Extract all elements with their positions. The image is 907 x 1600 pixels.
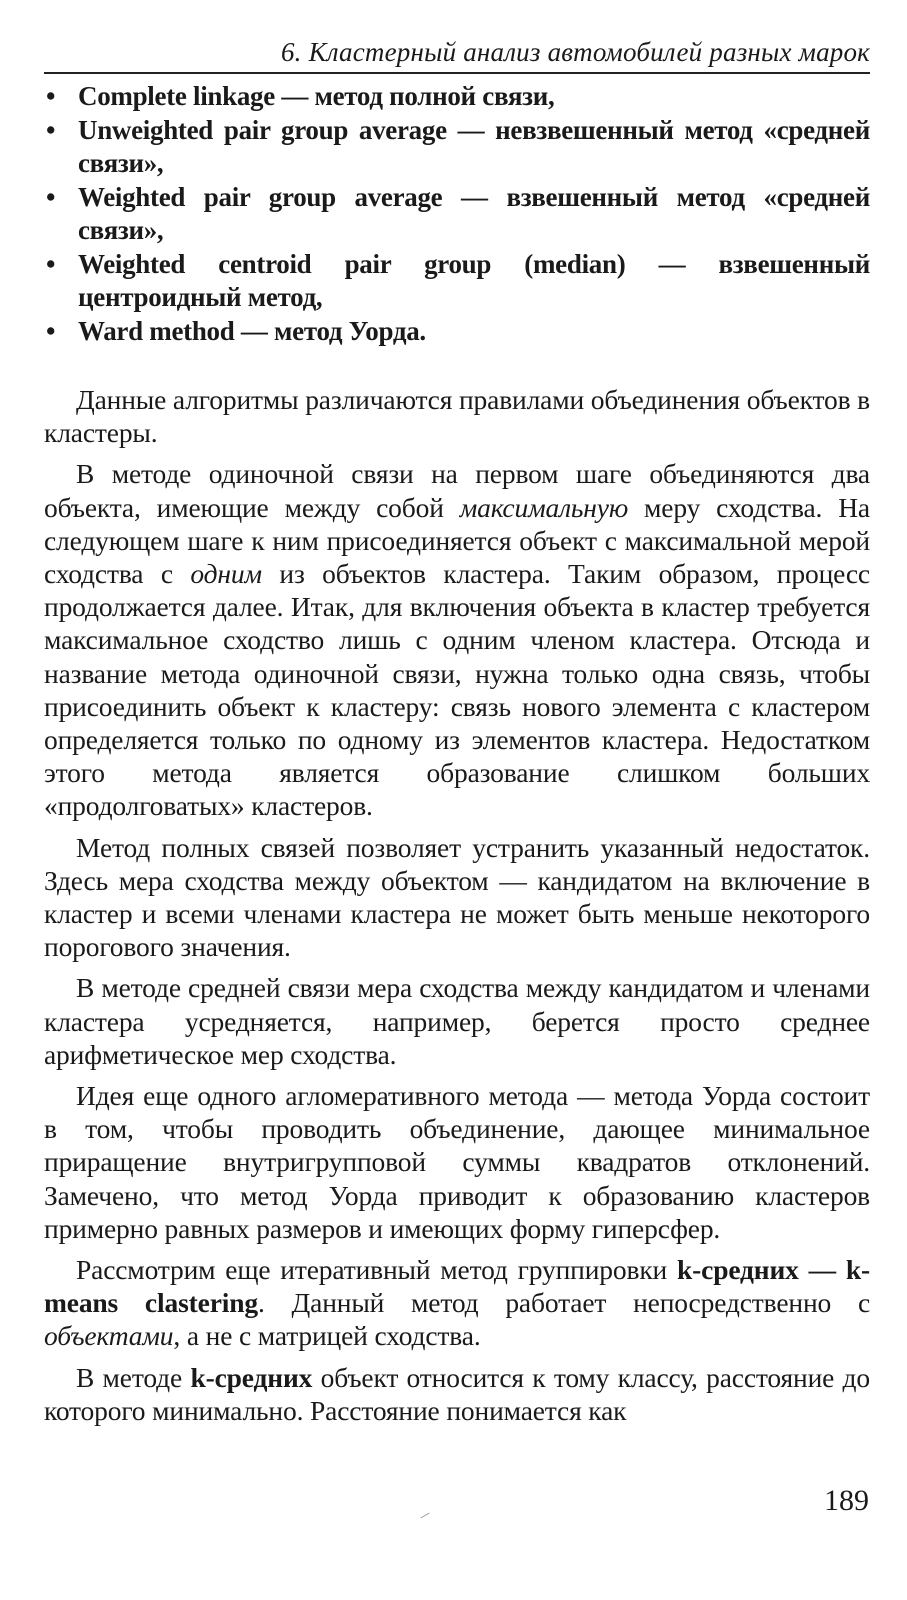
page-number: 189 [824,1484,869,1517]
bold-term: k-средних [190,1361,313,1393]
running-head: 6. Кластерный анализ автомобилей разных марок [280,37,870,67]
paragraph-complete-linkage: Метод полных связей позволяет устранить указанный недостаток. Здесь мера сходства между объектом — кандидатом на включение в кластер и всеми членами кластера не может быть меньше некоторого порогового значения. [44,831,870,963]
list-item-text: Ward method — метод Уорда. [78,315,426,346]
scan-mark [420,1513,429,1519]
bullet-icon: • [46,181,56,212]
bullet-icon: • [46,248,56,279]
bullet-icon: • [46,315,56,346]
method-list [44,80,870,348]
bold-term: k-средних — k-means clastering [44,1254,871,1319]
paragraph-k-means-distance: В методе k-средних объект относится к тому классу, расстояние до которого минимально. Расстояние понимается как [44,1361,870,1426]
body-text [44,383,870,1427]
emphasis-text: одним [190,558,262,590]
paragraph-single-linkage: В методе одиночной связи на первом шаге объединяются два объекта, имеющие между собой максимальную меру сходства. На следующем шаге к ним присоединяется объект с максимальной мерой сходства с одним из объектов кластера. Таким образом, процесс продолжается далее. Итак, для включения объекта в кластер требуется максимальное сходство лишь с одним членом кластера. Отсюда и название метода одиночной связи, нужна только одна связь, чтобы присоединить объект к кластеру: связь нового элемента с кластером определяется только по одному из элементов кластера. Недостатком этого метода является образование слишком больших «продолговатых» кластеров. [44,458,870,822]
header-rule [44,72,870,74]
list-item [44,248,870,315]
list-item-text: Weighted centroid pair group (median) — взвешенный центроидный метод, [78,248,870,312]
paragraph-algorithms: Данные алгоритмы различаются правилами объединения объектов в кластеры. [44,384,870,449]
paragraph-average-linkage: В методе средней связи мера сходства между кандидатом и членами кластера усредняется, например, берется просто среднее арифметическое мер сходства. [44,972,870,1070]
emphasis-text: объектами [44,1320,174,1352]
bullet-icon: • [46,114,56,145]
bullet-icon: • [46,81,56,111]
list-item-text: Weighted pair group average — взвешенный метод «средней связи», [78,181,870,245]
paragraph-k-means: Рассмотрим еще итеративный метод группировки k-средних — k-means clastering. Данный метод работает непосредственно с объектами, а не с матрицей сходства. [44,1254,871,1352]
emphasis-text: максимальную [459,491,629,523]
book-page [44,34,870,1435]
list-item [44,80,870,114]
list-item [44,114,870,181]
list-item-text: Unweighted pair group average — невзвешенный метод «средней связи», [78,114,870,178]
list-item [44,315,870,349]
list-item-text: Complete linkage — метод полной связи, [78,81,555,111]
paragraph-ward-method: Идея еще одного агломеративного метода — метода Уорда состоит в том, чтобы проводить объединение, дающее минимальное приращение внутригрупповой суммы квадратов отклонений. Замечено, что метод Уорда приводит к образованию кластеров примерно равных размеров и имеющих форму гиперсфер. [44,1080,870,1244]
list-item [44,181,870,248]
